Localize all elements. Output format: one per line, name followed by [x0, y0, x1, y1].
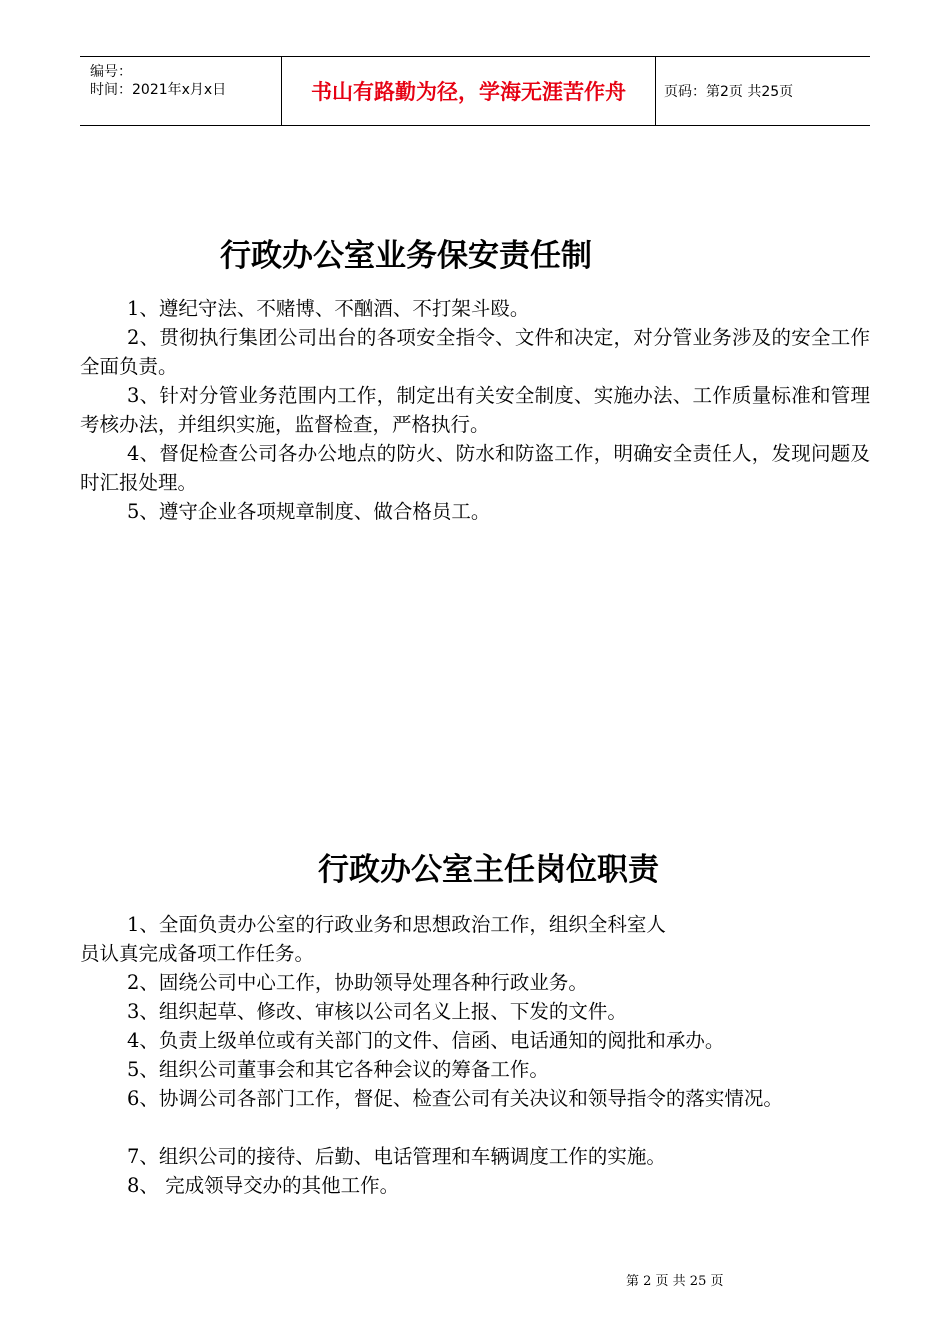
- page-footer: 第 2 页 共 25 页: [626, 1274, 724, 1289]
- time-label: 时间：2021年x月x日: [90, 82, 227, 98]
- section2-item: 5、组织公司董事会和其它各种会议的筹备工作。: [127, 1058, 549, 1081]
- section1-item: 3、针对分管业务范围内工作，制定出有关安全制度、实施办法、工作质量标准和管理考核办法，并组织实施，监督检查，严格执行。: [80, 384, 870, 436]
- number-label: 编号：: [90, 64, 132, 80]
- section2-item: 7、组织公司的接待、后勤、电话管理和车辆调度工作的实施。: [127, 1145, 666, 1168]
- section2-item: 2、固绕公司中心工作，协助领导处理各种行政业务。: [127, 971, 588, 994]
- section1-title: 行政办公室业务保安责任制: [220, 238, 592, 274]
- section2-title: 行政办公室主任岗位职责: [318, 852, 659, 888]
- section1-item: 4、督促检查公司各办公地点的防火、防水和防盗工作，明确安全责任人，发现问题及时汇报处理。: [80, 442, 870, 494]
- section1-item: 2、贯彻执行集团公司出台的各项安全指令、文件和决定，对分管业务涉及的安全工作全面负责。: [80, 326, 870, 378]
- header-meta: [80, 57, 282, 125]
- section2-item-line: 员认真完成备项工作任务。: [80, 942, 315, 965]
- section2-item: 8、 完成领导交办的其他工作。: [127, 1174, 400, 1197]
- section1-item: 5、遵守企业各项规章制度、做合格员工。: [127, 500, 491, 523]
- section2-item: 4、负责上级单位或有关部门的文件、信函、电话通知的阅批和承办。: [127, 1029, 725, 1052]
- page-info: 页码：第2页 共25页: [664, 84, 794, 100]
- motto: 书山有路勤为径，学海无涯苦作舟: [311, 80, 626, 104]
- section2-item-line: 1、全面负责办公室的行政业务和思想政治工作，组织全科室人: [127, 913, 666, 936]
- section2-item: 3、组织起草、修改、审核以公司名义上报、下发的文件。: [127, 1000, 627, 1023]
- section2-item: 6、协调公司各部门工作，督促、检查公司有关决议和领导指令的落实情况。: [127, 1087, 783, 1110]
- section1-item: 1、遵纪守法、不赌博、不酗酒、不打架斗殴。: [127, 297, 530, 320]
- header-page-info-cell: [656, 57, 870, 125]
- header-motto-cell: [282, 57, 656, 125]
- document-header: [80, 56, 870, 126]
